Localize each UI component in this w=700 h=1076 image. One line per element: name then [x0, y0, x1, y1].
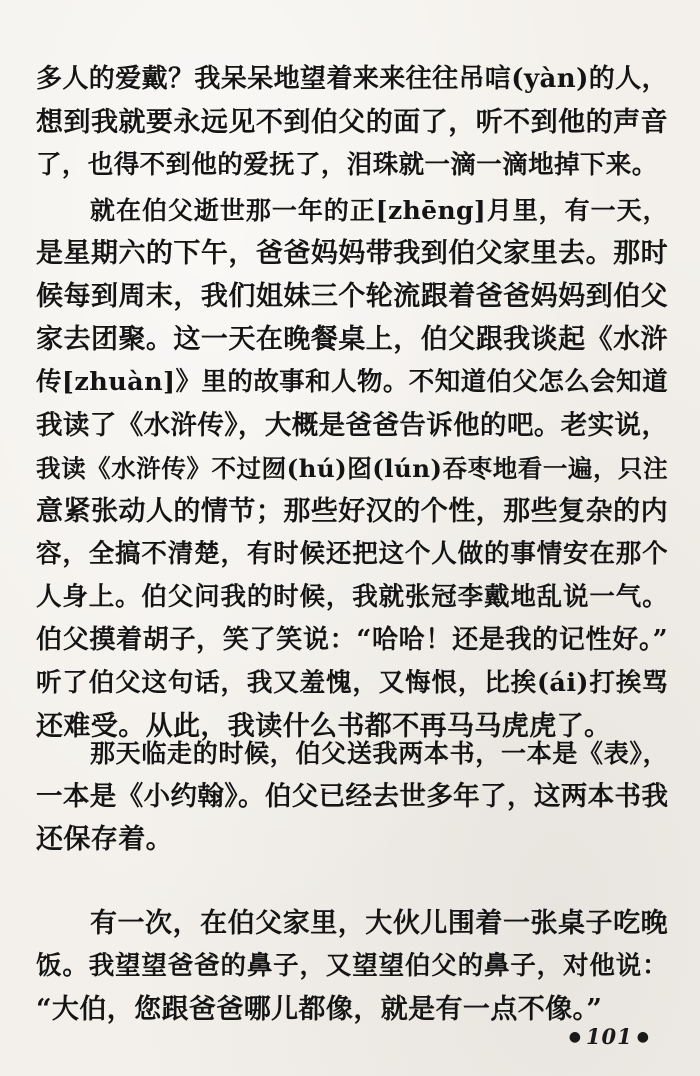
bullet-dot-icon: ●: [568, 1029, 582, 1045]
text-line: 传[zhuàn]》里的故事和人物。不知道伯父怎么会知道: [36, 367, 668, 397]
page-number-value: 101: [585, 1024, 633, 1049]
paragraph-two-books: [36, 732, 668, 861]
text-line: 候每到周末，我们姐妹三个轮流跟着爸爸妈妈到伯父: [36, 281, 668, 312]
paragraph-dinner: [36, 902, 668, 1031]
text-line: 想到我就要永远见不到伯父的面了，听不到他的声音: [36, 107, 668, 138]
paragraph-shuihu-story: [36, 189, 668, 748]
text-line: 听了伯父这句话，我又羞愧，又悔恨，比挨(ái)打挨骂: [36, 668, 668, 698]
text-line: 那天临走的时候，伯父送我两本书，一本是《表》，: [90, 739, 668, 768]
text-line: 了，也得不到他的爱抚了，泪珠就一滴一滴地掉下来。: [36, 150, 658, 180]
text-line: 多人的爱戴？我呆呆地望着来来往往吊唁(yàn)的人，: [36, 64, 668, 94]
text-line: 有一次，在伯父家里，大伙儿围着一张桌子吃晚: [90, 908, 668, 939]
text-line: 饭。我望望爸爸的鼻子，又望望伯父的鼻子，对他说：: [36, 951, 668, 981]
text-line: 还保存着。: [36, 824, 173, 855]
text-line: 一本是《小约翰》。伯父已经去世多年了，这两本书我: [36, 781, 668, 812]
text-line: 伯父摸着胡子，笑了笑说：“哈哈！还是我的记性好。”: [36, 625, 668, 655]
text-line: 还难受。从此，我读什么书都不再马马虎虎了。: [36, 711, 612, 742]
text-line: 家去团聚。这一天在晚餐桌上，伯父跟我谈起《水浒: [36, 324, 668, 355]
text-line: 我读了《水浒传》，大概是爸爸告诉他的吧。老实说，: [36, 410, 668, 441]
text-line: 是星期六的下午，爸爸妈妈带我到伯父家里去。那时: [36, 238, 668, 269]
text-line: 就在伯父逝世那一年的正[zhēng]月里，有一天，: [90, 196, 668, 225]
text-line: 容，全搞不清楚，有时候还把这个人做的事情安在那个: [36, 539, 668, 569]
text-line: 人身上。伯父问我的时候，我就张冠李戴地乱说一气。: [36, 582, 668, 612]
bullet-dot-icon: ●: [636, 1029, 650, 1045]
text-line: 意紧张动人的情节；那些好汉的个性，那些复杂的内: [36, 496, 668, 527]
text-line: 我读《水浒传》不过囫(hú)囵(lún)吞枣地看一遍，只注: [36, 454, 668, 483]
page-number: [565, 1024, 654, 1049]
text-line: “大伯，您跟爸爸哪儿都像，就是有一点不像。”: [36, 994, 603, 1025]
paragraph-continuation: [36, 58, 668, 187]
